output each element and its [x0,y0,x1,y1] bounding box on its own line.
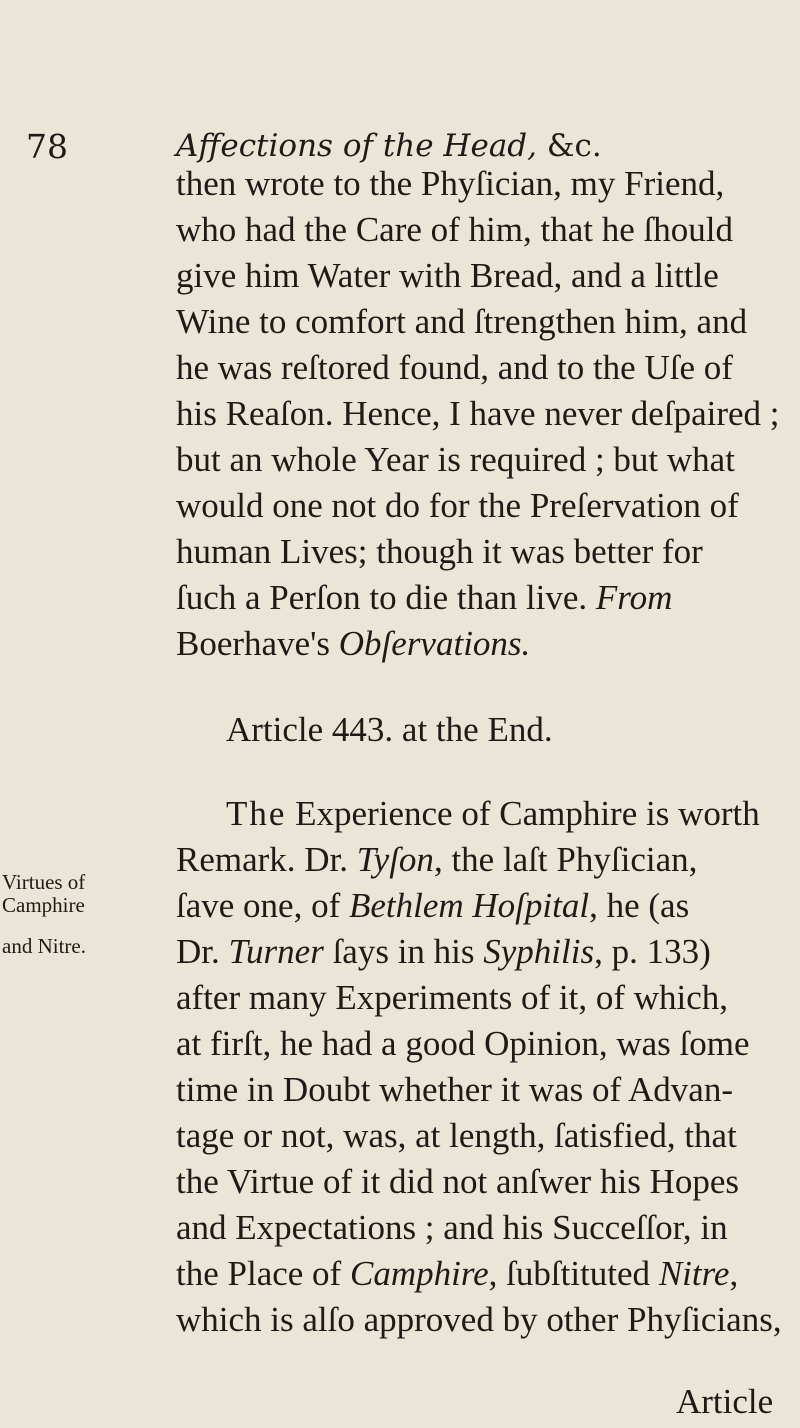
text-span: , the laſt Phyſician, [433,840,698,879]
text-line [176,888,689,923]
text-line: but an whole Year is required ; but what [176,440,735,479]
text-line [176,1256,738,1291]
page-number: 78 [26,127,68,166]
italic-span: Tyſon [356,840,434,879]
text-line: his Reaſon. Hence, I have never deſpaired ; [176,394,780,433]
small-caps-word: The [226,794,287,833]
text-line: who had the Care of him, that he ſhould [176,210,733,249]
marginal-note-line: Camphire [2,893,85,917]
text-span: Remark. Dr. [176,840,357,879]
italic-span: Turner [228,932,324,971]
catchword: Article [676,1382,774,1421]
running-head [176,128,602,164]
marginal-note-line: Virtues of [2,870,86,894]
text-line: after many Experiments of it, of which, [176,978,729,1017]
italic-span: Nitre [658,1254,730,1293]
text-line: then wrote to the Phyſician, my Friend, [176,164,725,203]
text-line: time in Doubt whether it was of Advan- [176,1070,733,1109]
text-line [176,934,711,969]
italic-span: Camphire [349,1254,489,1293]
text-span: Boerhave's [176,624,339,663]
text-span: , he (as [589,886,690,925]
text-line: tage or not, was, at length, ſatisfied, that [176,1116,737,1155]
text-span: , ſubſtituted [488,1254,659,1293]
text-span: Dr. [176,932,229,971]
italic-span: Bethlem Hoſpital [348,886,590,925]
text-span: , [729,1254,739,1293]
text-line [176,580,672,615]
text-span: ſays in his [323,932,484,971]
text-line [176,626,530,661]
text-span: Experience of Camphire is worth [286,794,760,833]
italic-span: Syphilis [483,932,595,971]
text-line: human Lives; though it was better for [176,532,703,571]
text-span: the Place of [176,1254,350,1293]
text-span: ſuch a Perſon to die than live. [176,578,596,617]
article-heading: Article 443. at the End. [226,710,553,749]
text-line: would one not do for the Preſervation of [176,486,739,525]
text-line: he was reſtored found, and to the Uſe of [176,348,733,387]
text-line: give him Water with Bread, and a little [176,256,719,295]
text-line [226,796,760,831]
text-line: the Virtue of it did not anſwer his Hopes [176,1162,739,1201]
running-head-title: Affections of the Head, [176,128,537,164]
marginal-note-line: and Nitre. [2,934,86,958]
text-span: ſave one, of [176,886,349,925]
text-line [176,842,697,877]
text-span: , p. 133) [594,932,711,971]
italic-span: Obſervations. [338,624,531,663]
text-line: and Expectations ; and his Succeſſor, in [176,1208,728,1247]
running-head-etc: &c. [546,128,602,164]
text-line: at firſt, he had a good Opinion, was ſome [176,1024,750,1063]
italic-span: From [595,578,673,617]
text-line: which is alſo approved by other Phyſicians, [176,1300,782,1339]
text-line: Wine to comfort and ſtrengthen him, and [176,302,748,341]
